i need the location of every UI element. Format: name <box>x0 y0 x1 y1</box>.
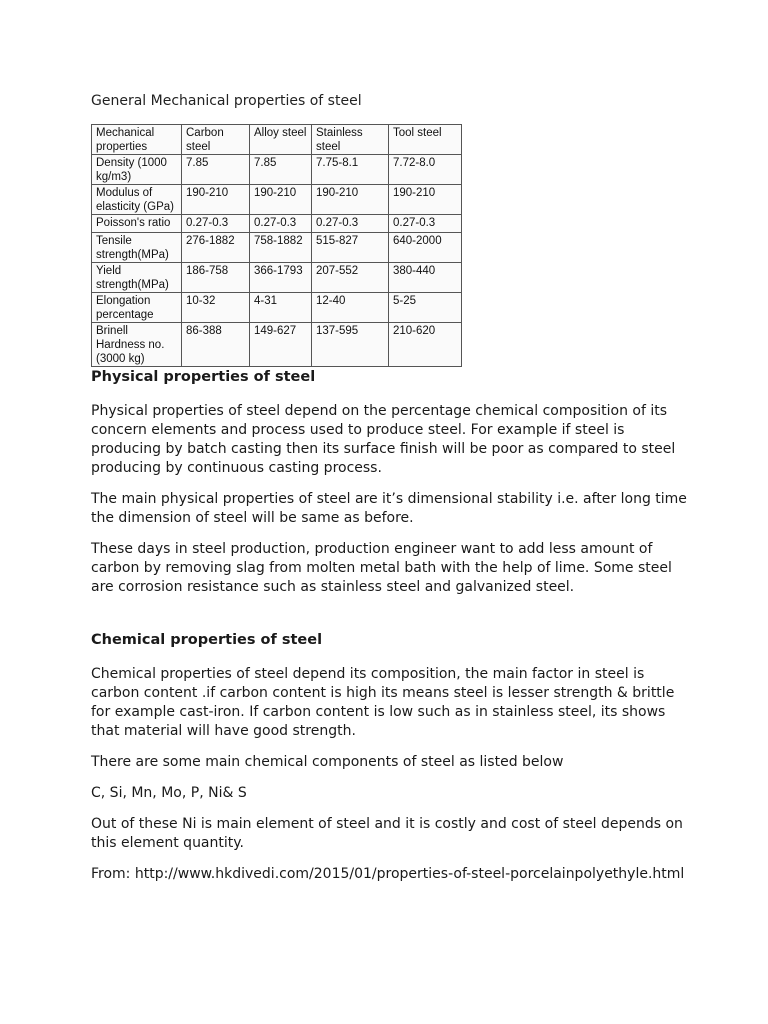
table-row <box>92 263 462 293</box>
table-body <box>92 125 462 367</box>
chemical-paragraph-4: Out of these Ni is main element of steel and it is costly and cost of steel depends on this element quantity. <box>91 816 683 851</box>
value-cell: 7.85 <box>250 155 312 185</box>
property-name-cell: Poisson's ratio <box>92 215 182 233</box>
property-name-cell: Yield strength(MPa) <box>92 263 182 293</box>
value-cell: 7.72-8.0 <box>389 155 462 185</box>
value-cell: 4-31 <box>250 293 312 323</box>
table-header-cell: Mechanical properties <box>92 125 182 155</box>
chemical-paragraph-2: There are some main chemical components of steel as listed below <box>91 754 564 770</box>
mechanical-properties-table <box>91 124 462 367</box>
table-header-cell: Carbon steel <box>182 125 250 155</box>
chemical-paragraph-1: Chemical properties of steel depend its composition, the main factor in steel is carbon content .if carbon content is high its means steel is lesser strength & brittle for example cast-iron. If carbon content is low such as in stainless steel, its shows that material will have good strength. <box>91 666 675 739</box>
article-body <box>91 368 691 896</box>
table-header-row <box>92 125 462 155</box>
value-cell: 0.27-0.3 <box>312 215 389 233</box>
property-name-cell: Elongation percentage <box>92 293 182 323</box>
table-row <box>92 293 462 323</box>
chemical-elements-list: C, Si, Mn, Mo, P, Ni& S <box>91 785 247 801</box>
chemical-heading: Chemical properties of steel <box>91 632 323 648</box>
value-cell: 7.75-8.1 <box>312 155 389 185</box>
value-cell: 137-595 <box>312 323 389 367</box>
value-cell: 0.27-0.3 <box>182 215 250 233</box>
property-name-cell: Density (1000 kg/m3) <box>92 155 182 185</box>
value-cell: 640-2000 <box>389 233 462 263</box>
property-name-cell: Modulus of elasticity (GPa) <box>92 185 182 215</box>
table-row <box>92 185 462 215</box>
value-cell: 210-620 <box>389 323 462 367</box>
table-row <box>92 323 462 367</box>
value-cell: 86-388 <box>182 323 250 367</box>
table-row <box>92 233 462 263</box>
table-header-cell: Stainless steel <box>312 125 389 155</box>
physical-heading: Physical properties of steel <box>91 369 316 385</box>
value-cell: 190-210 <box>182 185 250 215</box>
value-cell: 276-1882 <box>182 233 250 263</box>
value-cell: 0.27-0.3 <box>389 215 462 233</box>
property-name-cell: Brinell Hardness no. (3000 kg) <box>92 323 182 367</box>
value-cell: 149-627 <box>250 323 312 367</box>
table-row <box>92 155 462 185</box>
physical-paragraph-2: The main physical properties of steel are it’s dimensional stability i.e. after long time the dimension of steel will be same as before. <box>91 491 687 526</box>
value-cell: 0.27-0.3 <box>250 215 312 233</box>
value-cell: 190-210 <box>250 185 312 215</box>
property-name-cell: Tensile strength(MPa) <box>92 233 182 263</box>
value-cell: 366-1793 <box>250 263 312 293</box>
intro-title: General Mechanical properties of steel <box>91 93 362 109</box>
value-cell: 190-210 <box>312 185 389 215</box>
value-cell: 515-827 <box>312 233 389 263</box>
value-cell: 186-758 <box>182 263 250 293</box>
table-row <box>92 215 462 233</box>
source-citation: From: http://www.hkdivedi.com/2015/01/properties-of-steel-porcelainpolyethyle.html <box>91 866 685 882</box>
value-cell: 207-552 <box>312 263 389 293</box>
physical-paragraph-3: These days in steel production, production engineer want to add less amount of carbon by removing slag from molten metal bath with the help of lime. Some steel are corrosion resistance such as stainless steel and galvanized steel. <box>91 541 672 595</box>
value-cell: 758-1882 <box>250 233 312 263</box>
value-cell: 10-32 <box>182 293 250 323</box>
value-cell: 12-40 <box>312 293 389 323</box>
value-cell: 380-440 <box>389 263 462 293</box>
value-cell: 7.85 <box>182 155 250 185</box>
value-cell: 190-210 <box>389 185 462 215</box>
table-header-cell: Alloy steel <box>250 125 312 155</box>
table-header-cell: Tool steel <box>389 125 462 155</box>
value-cell: 5-25 <box>389 293 462 323</box>
section-spacer <box>91 609 691 631</box>
physical-paragraph-1: Physical properties of steel depend on the percentage chemical composition of its concern elements and process used to produce steel. For example if steel is producing by batch casting then its surface finish will be poor as compared to steel producing by continuous casting process. <box>91 403 676 476</box>
